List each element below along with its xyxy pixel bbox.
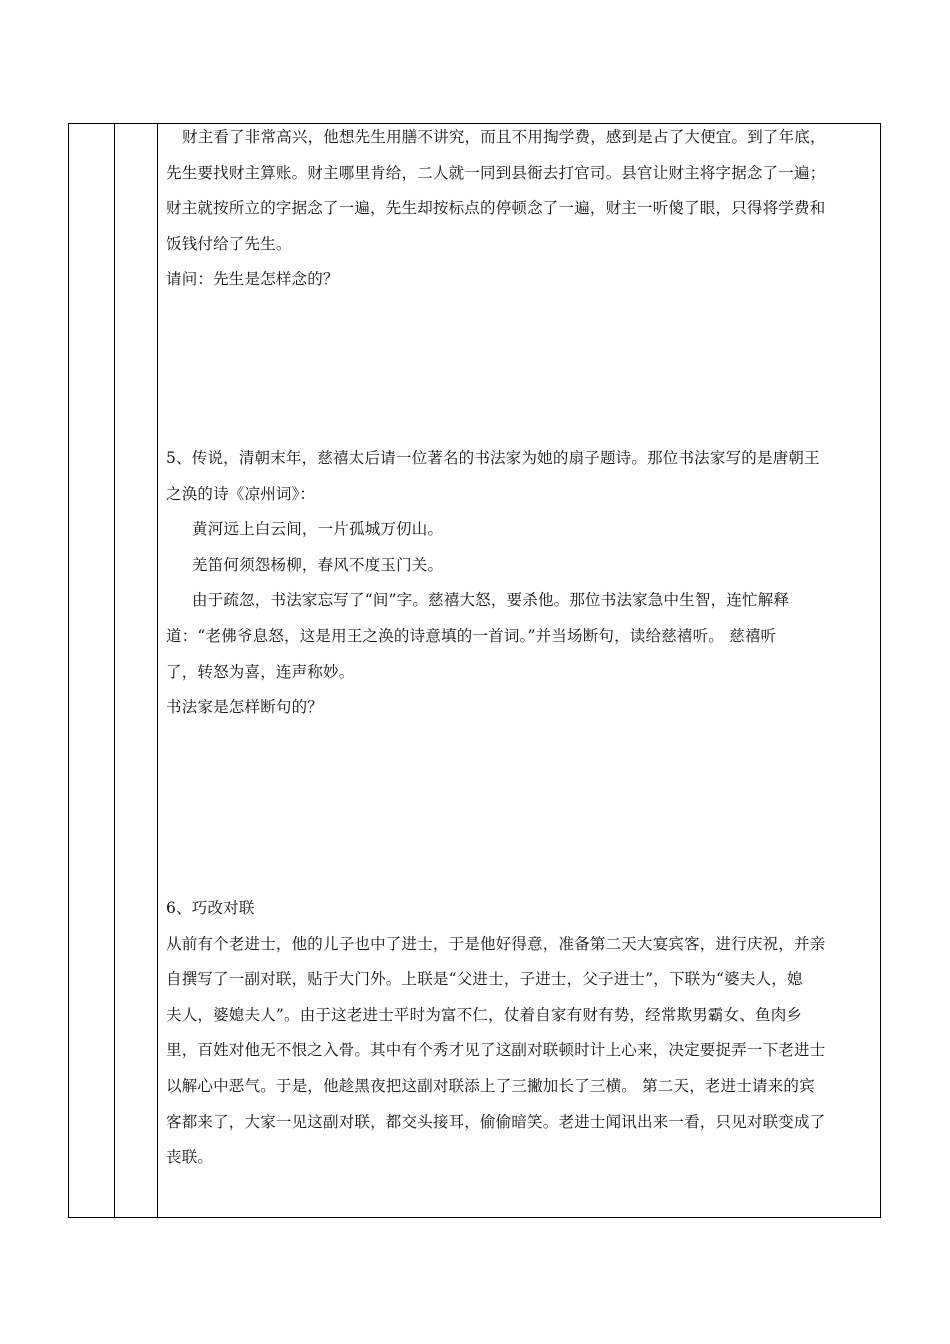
q6-title: 6、巧改对联 [166,899,255,917]
q4-story-line: 财主就按所立的字据念了一遍，先生却按标点的停顿念了一遍，财主一听傻了眼，只得将学费和 [166,199,826,218]
q4-story-line: 先生要找财主算账。财主哪里肯给，二人就一同到县衙去打官司。县官让财主将字据念了一遍； [166,163,826,182]
q4-story-line: 财主看了非常高兴，他想先生用膳不讲究，而且不用掏学费，感到是占了大便宜。到了年底， [182,128,826,146]
q5-story-line: 了，转怒为喜，连声称妙。 [166,662,355,681]
column-divider-2 [157,124,158,1217]
column-divider-1 [114,124,115,1217]
q6-block [166,891,874,1176]
q5-story-line: 由于疏忽，书法家忘写了“间”字。慈禧大怒，要杀他。那位书法家急中生智，连忙解释 [192,591,790,610]
q6-story-line: 丧联。 [166,1148,214,1167]
q6-story-line: 从前有个老进士，他的儿子也中了进士，于是他好得意，准备第二天大宴宾客，进行庆祝，并亲 [166,934,826,953]
q6-story-line: 以解心中恶气。于是，他趁黑夜把这副对联添上了三撇加长了三横。 第二天，老进士请来的宾 [166,1076,815,1095]
q6-story-line: 客都来了，大家一见这副对联，都交头接耳，偷偷暗笑。老进士闻讯出来一看，只见对联变成了 [166,1112,826,1131]
q5-question: 书法家是怎样断句的？ [166,698,324,717]
q4-question: 请问：先生是怎样念的？ [166,270,339,289]
q5-story-line: 道：“老佛爷息怒，这是用王之涣的诗意填的一首词。”并当场断句，读给慈禧听。 慈禧听 [166,626,777,645]
q5-intro [166,441,874,726]
q4-story [166,120,874,298]
q5-poem-line-1: 黄河远上白云间，一片孤城万仞山。 [192,520,444,539]
q5-intro-line: 5、传说，清朝末年，慈禧太后请一位著名的书法家为她的扇子题诗。那位书法家写的是唐朝王 [166,449,820,467]
q5-intro-line: 之涣的诗《凉州词》： [166,484,316,503]
q6-story-line: 自撰写了一副对联，贴于大门外。上联是“父进士，子进士，父子进士”，下联为“婆夫人，媳 [166,970,803,989]
q6-story-line: 里，百姓对他无不恨之入骨。其中有个秀才见了这副对联顿时计上心来，决定要捉弄一下老进士 [166,1041,826,1060]
q6-story-line: 夫人，婆媳夫人”。由于这老进士平时为富不仁，仗着自家有财有势，经常欺男霸女、鱼肉乡 [166,1005,803,1024]
q5-poem-line-2: 羌笛何须怨杨柳，春风不度玉门关。 [192,555,444,574]
q4-story-line: 饭钱付给了先生。 [166,234,292,253]
